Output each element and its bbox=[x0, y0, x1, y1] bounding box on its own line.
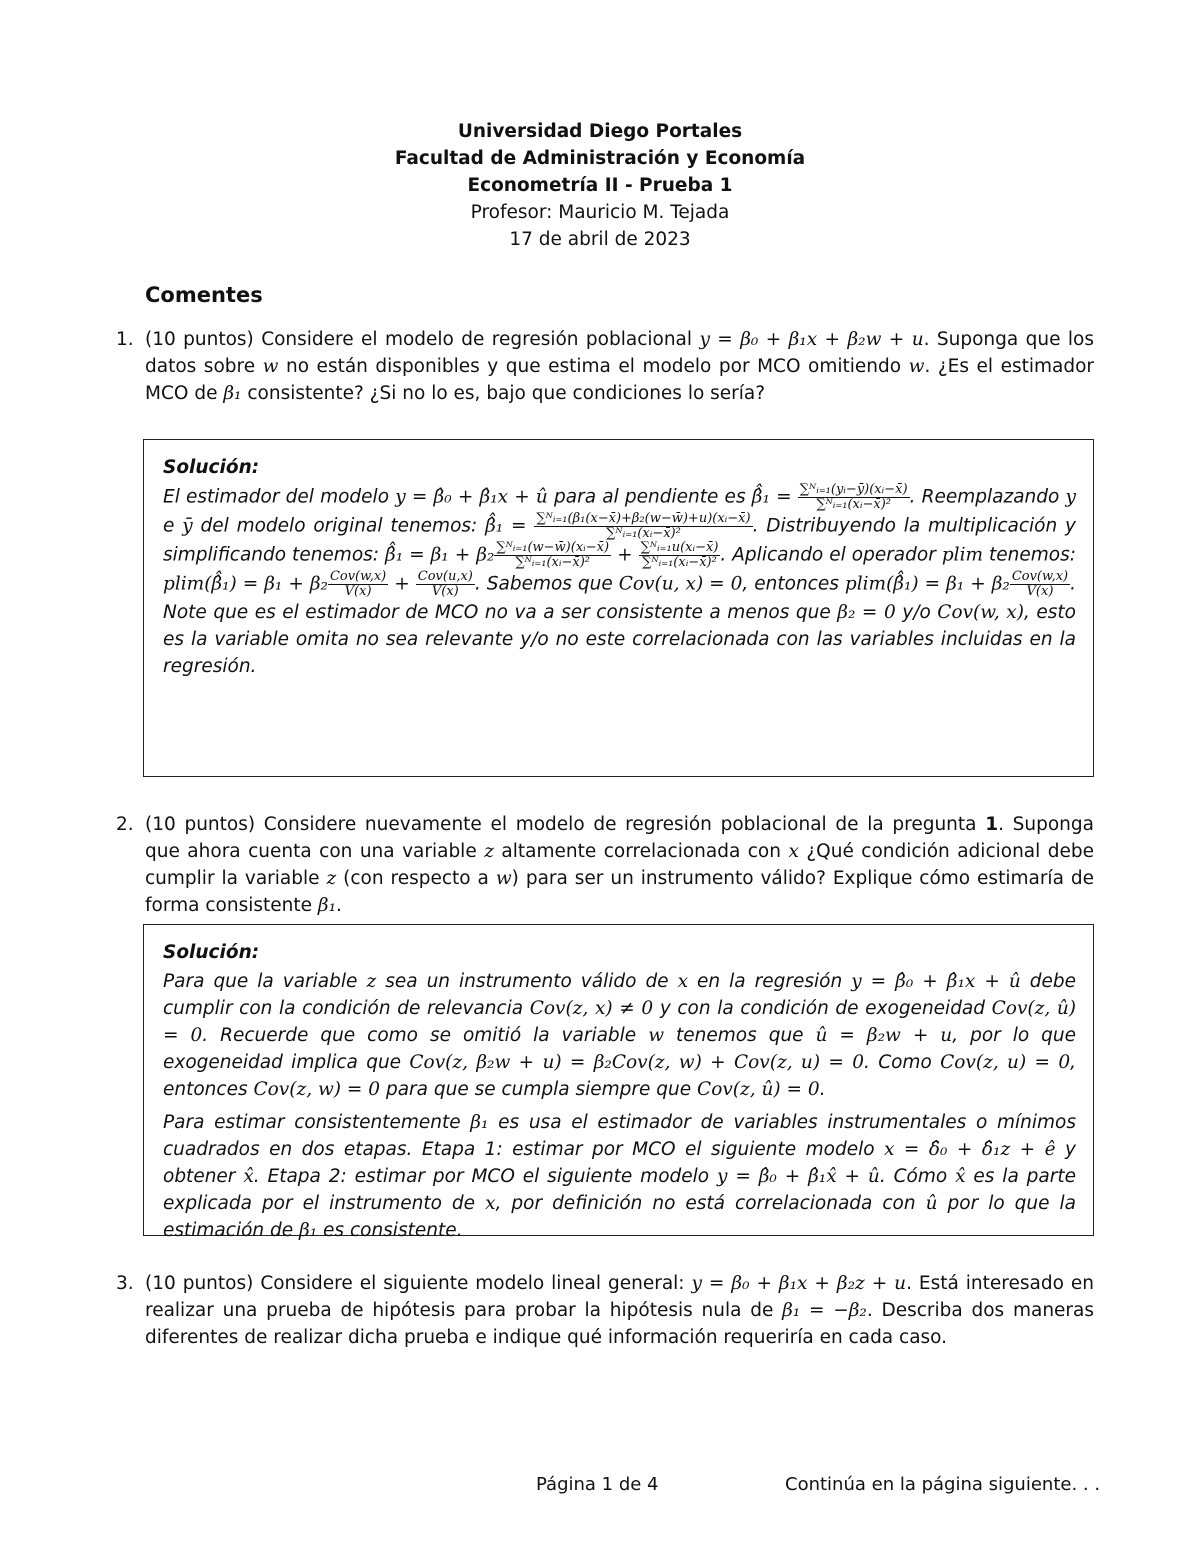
question-2 bbox=[116, 811, 1094, 919]
fraction: $\frac{\text{Cov(w,x)}}{V(x)}$ bbox=[329, 569, 387, 599]
solution-paragraph-1: Para que la variable z sea un instrumento válido de x en la regresión y = β̂₀ + β̂₁x + û debe cumplir con la condición de relevancia Cov(z, x) ≠ 0 y con la condición de exogeneidad Cov(z, û) = 0. Recuerde que como se omitió la variable w tenemos que û = β₂w + u, por lo que exogeneidad implica que Cov(z, β₂w + u) = β₂Cov(z, w) + Cov(z, u) = 0. Como Cov(z, u) = 0, entonces Cov(z, w) = 0 para que se cumpla siempre que Cov(z, û) = 0. bbox=[163, 971, 1077, 1100]
text: consistente? ¿Si no lo es, bajo que condiciones lo sería? bbox=[247, 383, 766, 404]
exam-header bbox=[0, 118, 1200, 253]
model-equation: y = β₀ + β₁x + β₂w + u bbox=[699, 329, 924, 350]
section-title: Comentes bbox=[145, 283, 263, 307]
page-number: Página 1 de 4 bbox=[536, 1474, 659, 1495]
question-text bbox=[145, 326, 1094, 407]
question-text: (10 puntos) Considere nuevamente el modelo de regresión poblacional de la pregunta 1. Suponga que ahora cuenta con una variable z altamente correlacionada con x ¿Qué condición adicional debe cumplir la variable z (con respecto a w) para ser un instrumento válido? Explique cómo estimaría de forma consistente β₁. bbox=[145, 814, 1094, 916]
faculty-name: Facultad de Administración y Economía bbox=[394, 148, 806, 169]
beta-1: β₁ bbox=[223, 383, 242, 404]
fraction: $\frac{\text{∑ᴺᵢ₌₁(w−w̄)(xᵢ−x̄)}}{\text{∑ᴺᵢ₌₁(xᵢ−x̄)²}}$ bbox=[496, 540, 610, 570]
course-title: Econometría II - Prueba 1 bbox=[467, 175, 733, 196]
fraction: $\frac{\text{∑ᴺᵢ₌₁(β₁(x−x̄)+β₂(w−w̄)+u)(xᵢ−x̄)}}{\text{∑ᴺᵢ₌₁(xᵢ−x̄)²}}$ bbox=[536, 511, 751, 541]
text: . ¿Es el estimador MCO de bbox=[145, 356, 1095, 404]
question-3 bbox=[116, 1270, 1094, 1351]
exam-date: 17 de abril de 2023 bbox=[509, 229, 691, 250]
question-number: 2. bbox=[116, 814, 134, 835]
question-points: (10 puntos) bbox=[145, 329, 254, 350]
solution-box-1 bbox=[143, 439, 1094, 777]
question-1 bbox=[116, 326, 1094, 407]
solution-paragraph-2: Para estimar consistentemente β₁ es usa el estimador de variables instrumentales o mínimos cuadrados en dos etapas. Etapa 1: estimar por MCO el siguiente modelo x = δ̂₀ + δ̂₁z + ê y obtener x̂. Etapa 2: estimar por MCO el siguiente modelo y = β̂₀ + β̂₁x̂ + û. Cómo x̂ es la parte explicada por el instrumento de x, por definición no está correlacionada con û por lo que la estimación de β₁ es consistente. bbox=[163, 1112, 1077, 1241]
fraction: $\frac{\text{∑ᴺᵢ₌₁u(xᵢ−x̄)}}{\text{∑ᴺᵢ₌₁(xᵢ−x̄)²}}$ bbox=[640, 540, 719, 570]
variable-w: w bbox=[908, 356, 925, 377]
question-number: 3. bbox=[116, 1273, 134, 1294]
solution-title: Solución: bbox=[163, 457, 260, 478]
university-name: Universidad Diego Portales bbox=[457, 121, 743, 142]
solution-box-2 bbox=[143, 924, 1094, 1241]
text: no están disponibles y que estima el modelo por MCO omitiendo bbox=[286, 356, 902, 377]
continue-note: Continúa en la página siguiente. . . bbox=[785, 1474, 1101, 1495]
text: Considere el modelo de regresión poblacional bbox=[261, 329, 693, 350]
fraction: $\frac{\text{Cov(w,x)}}{V(x)}$ bbox=[1011, 569, 1069, 599]
solution-text: El estimador del modelo y = β̂₀ + β̂₁x + û para al pendiente es β̂̂₁ = $\frac{\text{∑ᴺᵢ₌₁(yᵢ−ȳ)(xᵢ−x̄)}}{\text{∑ᴺᵢ₌₁(xᵢ−x̄)²}}$ . Reemplazando y e ȳ del modelo original tenemos: β̂̂₁ = $\frac{\text{∑ᴺᵢ₌₁(β₁(x−x̄)+β₂(w−w̄)+u)(xᵢ−x̄)}}{\text{∑ᴺᵢ₌₁(xᵢ−x̄)²}}$ . Distribuyendo la multiplicación y simplificando tenemos: β̂̂₁ = β₁ + β₂ $\frac{\text{∑ᴺᵢ₌₁(w−w̄)(xᵢ−x̄)}}{\text{∑ᴺᵢ₌₁(xᵢ−x̄)²}}$ + $\frac{\text{∑ᴺᵢ₌₁u(xᵢ−x̄)}}{\text{∑ᴺᵢ₌₁(xᵢ−x̄)²}}$ . Aplicando el operador plim tenemos: plim(β̂̂₁) = β₁ + β₂ $\frac{\text{Cov(w,x)}}{V(x)}$ + $\frac{\text{Cov(u,x)}}{V(x)}$ . Sabemos que Cov(u, x) = 0, entonces plim(β̂̂₁) = β₁ + β₂ $\frac{\text{Cov(w,x)}}{V(x)}$ . Note que es el estimador de MCO no va a ser consistente a menos que β₂ = 0 y/o Cov(w, x), esto es la variable omita no sea relevante y/o no este correlacionada con las variables incluidas en la regresión. bbox=[163, 482, 1077, 677]
question-text: (10 puntos) Considere el siguiente modelo lineal general: y = β₀ + β₁x + β₂z + u. Está interesado en realizar una prueba de hipótesis para probar la hipótesis nula de β₁ = −β₂. Describa dos maneras diferentes de realizar dicha prueba e indique qué información requeriría en cada caso. bbox=[145, 1273, 1095, 1348]
variable-w: w bbox=[262, 356, 279, 377]
fraction: $\frac{\text{∑ᴺᵢ₌₁(yᵢ−ȳ)(xᵢ−x̄)}}{\text{∑ᴺᵢ₌₁(xᵢ−x̄)²}}$ bbox=[799, 482, 908, 512]
professor-name: Profesor: Mauricio M. Tejada bbox=[470, 202, 730, 223]
question-points: (10 puntos) bbox=[145, 814, 256, 835]
solution-title: Solución: bbox=[163, 942, 260, 963]
question-number: 1. bbox=[116, 329, 134, 350]
text: . Suponga que los datos sobre bbox=[145, 329, 1094, 377]
fraction: $\frac{\text{Cov(u,x)}}{V(x)}$ bbox=[417, 569, 473, 599]
question-points: (10 puntos) bbox=[145, 1273, 254, 1294]
